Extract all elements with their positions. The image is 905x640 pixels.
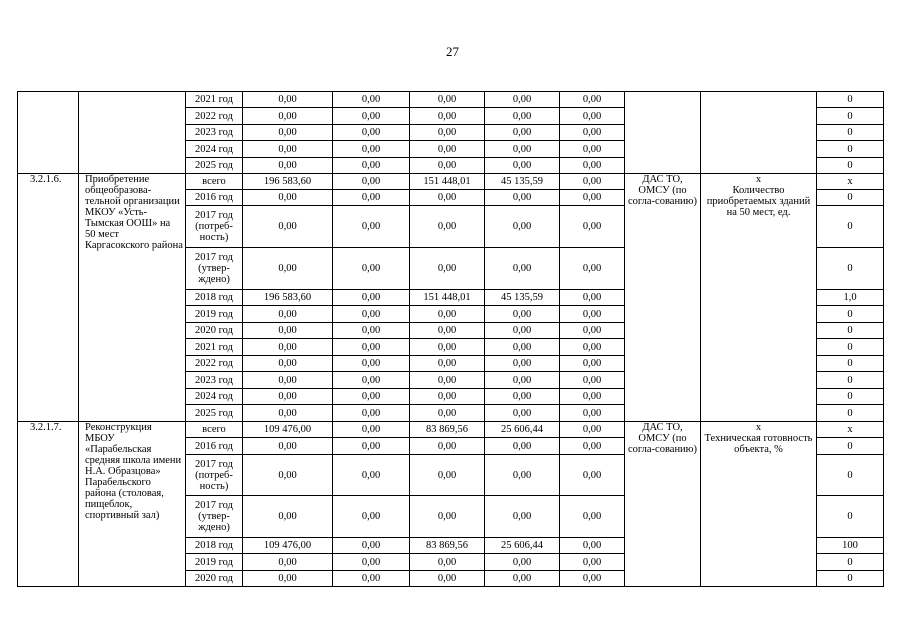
table-row <box>18 422 884 438</box>
amount-cell: 0,00 <box>333 356 410 372</box>
amount-cell: 0,00 <box>485 141 560 158</box>
amount-cell: 0,00 <box>243 356 333 372</box>
amount-cell: 109 476,00 <box>243 538 333 554</box>
amount-cell: 0,00 <box>333 405 410 422</box>
amount-cell: 0,00 <box>560 372 625 389</box>
amount-cell: 0,00 <box>410 306 485 323</box>
amount-cell: 0,00 <box>560 405 625 422</box>
amount-cell: 0,00 <box>485 372 560 389</box>
amount-cell: 0,00 <box>243 554 333 571</box>
amount-cell: 0,00 <box>333 248 410 290</box>
table-row <box>18 92 884 108</box>
amount-cell: 0,00 <box>485 323 560 339</box>
amount-cell: 0,00 <box>485 496 560 538</box>
amount-cell: 0,00 <box>410 438 485 455</box>
amount-cell: 25 606,44 <box>485 538 560 554</box>
indicator-cell <box>701 174 817 422</box>
amount-cell: 151 448,01 <box>410 174 485 190</box>
amount-cell: 45 135,59 <box>485 290 560 306</box>
executor-cell: ДАС ТО, ОМСУ (по согла-сованию) <box>625 174 701 422</box>
amount-cell: 0,00 <box>560 323 625 339</box>
amount-cell: 0,00 <box>243 496 333 538</box>
amount-cell: 0,00 <box>410 323 485 339</box>
amount-cell: 0,00 <box>410 571 485 587</box>
period-cell: 2020 год <box>186 323 243 339</box>
period-cell: 2022 год <box>186 108 243 125</box>
amount-cell: 0,00 <box>333 554 410 571</box>
amount-cell: 0,00 <box>333 372 410 389</box>
amount-cell: 0,00 <box>333 141 410 158</box>
amount-cell: 0,00 <box>410 372 485 389</box>
amount-cell: 0,00 <box>333 538 410 554</box>
indicator-year-value-cell: 0 <box>817 372 884 389</box>
amount-cell: 0,00 <box>560 108 625 125</box>
amount-cell: 0,00 <box>410 554 485 571</box>
amount-cell: 0,00 <box>560 571 625 587</box>
indicator-year-value-cell: 0 <box>817 496 884 538</box>
amount-cell: 0,00 <box>243 455 333 496</box>
amount-cell: 83 869,56 <box>410 422 485 438</box>
indicator-name: Количество приобретаемых зданий на 50 мест, ед. <box>706 185 811 218</box>
amount-cell: 0,00 <box>333 174 410 190</box>
amount-cell: 0,00 <box>333 206 410 248</box>
amount-cell: 0,00 <box>485 108 560 125</box>
amount-cell: 0,00 <box>560 125 625 141</box>
period-cell: 2018 год <box>186 290 243 306</box>
indicator-value: х <box>755 422 762 433</box>
amount-cell: 45 135,59 <box>485 174 560 190</box>
page-number: 27 <box>446 44 459 59</box>
amount-cell: 83 869,56 <box>410 538 485 554</box>
amount-cell: 0,00 <box>485 571 560 587</box>
amount-cell: 0,00 <box>485 92 560 108</box>
amount-cell: 0,00 <box>560 158 625 174</box>
amount-cell: 196 583,60 <box>243 174 333 190</box>
period-cell: 2024 год <box>186 141 243 158</box>
amount-cell: 0,00 <box>485 389 560 405</box>
amount-cell: 0,00 <box>410 389 485 405</box>
amount-cell: 0,00 <box>333 389 410 405</box>
amount-cell: 0,00 <box>243 438 333 455</box>
amount-cell: 0,00 <box>410 158 485 174</box>
indicator-year-value-cell: 0 <box>817 554 884 571</box>
indicator-year-value-cell: 0 <box>817 206 884 248</box>
amount-cell: 0,00 <box>333 108 410 125</box>
indicator-year-value-cell: 0 <box>817 405 884 422</box>
amount-cell: 0,00 <box>410 206 485 248</box>
amount-cell: 0,00 <box>560 422 625 438</box>
amount-cell: 0,00 <box>333 125 410 141</box>
amount-cell: 0,00 <box>560 190 625 206</box>
amount-cell: 0,00 <box>243 571 333 587</box>
indicator-year-value-cell: 0 <box>817 339 884 356</box>
amount-cell: 109 476,00 <box>243 422 333 438</box>
amount-cell: 0,00 <box>485 405 560 422</box>
indicator-year-value-cell: 0 <box>817 248 884 290</box>
amount-cell: 0,00 <box>410 92 485 108</box>
amount-cell: 0,00 <box>410 141 485 158</box>
amount-cell: 0,00 <box>243 323 333 339</box>
executor-cell <box>625 92 701 174</box>
indicator-year-value-cell: х <box>817 422 884 438</box>
amount-cell: 0,00 <box>243 372 333 389</box>
amount-cell: 0,00 <box>560 174 625 190</box>
amount-cell: 0,00 <box>333 306 410 323</box>
period-cell: 2019 год <box>186 554 243 571</box>
period-cell: 2020 год <box>186 571 243 587</box>
period-cell: 2017 год (потреб-ность) <box>186 455 243 496</box>
indicator-year-value-cell: 0 <box>817 92 884 108</box>
period-cell: 2016 год <box>186 190 243 206</box>
period-cell: всего <box>186 422 243 438</box>
amount-cell: 0,00 <box>410 248 485 290</box>
period-cell: 2025 год <box>186 158 243 174</box>
amount-cell: 0,00 <box>410 405 485 422</box>
amount-cell: 0,00 <box>560 438 625 455</box>
period-cell: 2021 год <box>186 92 243 108</box>
amount-cell: 0,00 <box>243 108 333 125</box>
amount-cell: 0,00 <box>485 554 560 571</box>
period-cell: 2016 год <box>186 438 243 455</box>
measure-number-cell: 3.2.1.7. <box>18 422 79 587</box>
indicator-year-value-cell: 0 <box>817 306 884 323</box>
amount-cell: 0,00 <box>333 323 410 339</box>
measure-name-cell: Реконструкция МБОУ «Парабельская средняя школа имени Н.А. Образцова» Парабельского района (столовая, пищеблок, спортивный зал) <box>79 422 186 587</box>
amount-cell: 0,00 <box>560 290 625 306</box>
amount-cell: 0,00 <box>410 190 485 206</box>
amount-cell: 0,00 <box>485 306 560 323</box>
measure-number-cell: 3.2.1.6. <box>18 174 79 422</box>
amount-cell: 0,00 <box>560 538 625 554</box>
indicator-year-value-cell: 0 <box>817 141 884 158</box>
indicator-year-value-cell: 100 <box>817 538 884 554</box>
amount-cell: 0,00 <box>333 438 410 455</box>
indicator-value: х <box>755 174 762 185</box>
amount-cell: 0,00 <box>410 339 485 356</box>
indicator-year-value-cell: 0 <box>817 190 884 206</box>
indicator-year-value-cell: 0 <box>817 356 884 372</box>
amount-cell: 0,00 <box>333 571 410 587</box>
amount-cell: 0,00 <box>243 206 333 248</box>
amount-cell: 0,00 <box>243 306 333 323</box>
amount-cell: 0,00 <box>485 158 560 174</box>
amount-cell: 151 448,01 <box>410 290 485 306</box>
indicator-year-value-cell: х <box>817 174 884 190</box>
indicator-name: Техническая готовность объекта, % <box>704 433 813 455</box>
amount-cell: 0,00 <box>485 356 560 372</box>
amount-cell: 0,00 <box>485 190 560 206</box>
table-body <box>18 92 884 587</box>
table-row <box>18 174 884 190</box>
indicator-year-value-cell: 0 <box>817 323 884 339</box>
amount-cell: 0,00 <box>333 455 410 496</box>
amount-cell: 0,00 <box>410 455 485 496</box>
amount-cell: 0,00 <box>560 339 625 356</box>
indicator-year-value-cell: 1,0 <box>817 290 884 306</box>
period-cell: 2023 год <box>186 372 243 389</box>
amount-cell: 0,00 <box>243 125 333 141</box>
program-table <box>17 91 884 587</box>
indicator-year-value-cell: 0 <box>817 455 884 496</box>
amount-cell: 0,00 <box>243 158 333 174</box>
amount-cell: 0,00 <box>485 339 560 356</box>
amount-cell: 0,00 <box>333 422 410 438</box>
amount-cell: 0,00 <box>333 158 410 174</box>
period-cell: 2019 год <box>186 306 243 323</box>
amount-cell: 0,00 <box>333 190 410 206</box>
period-cell: 2017 год (потреб-ность) <box>186 206 243 248</box>
amount-cell: 0,00 <box>243 248 333 290</box>
amount-cell: 0,00 <box>485 455 560 496</box>
indicator-year-value-cell: 0 <box>817 389 884 405</box>
period-cell: 2021 год <box>186 339 243 356</box>
amount-cell: 0,00 <box>560 455 625 496</box>
amount-cell: 0,00 <box>333 290 410 306</box>
amount-cell: 25 606,44 <box>485 422 560 438</box>
amount-cell: 0,00 <box>243 141 333 158</box>
amount-cell: 0,00 <box>485 438 560 455</box>
executor-cell: ДАС ТО, ОМСУ (по согла-сованию) <box>625 422 701 587</box>
amount-cell: 0,00 <box>560 554 625 571</box>
period-cell: всего <box>186 174 243 190</box>
amount-cell: 0,00 <box>410 496 485 538</box>
period-cell: 2023 год <box>186 125 243 141</box>
amount-cell: 0,00 <box>560 141 625 158</box>
amount-cell: 0,00 <box>333 496 410 538</box>
indicator-year-value-cell: 0 <box>817 438 884 455</box>
amount-cell: 0,00 <box>560 206 625 248</box>
amount-cell: 0,00 <box>485 125 560 141</box>
amount-cell: 0,00 <box>560 92 625 108</box>
indicator-year-value-cell: 0 <box>817 125 884 141</box>
amount-cell: 0,00 <box>410 108 485 125</box>
period-cell: 2017 год (утвер-ждено) <box>186 496 243 538</box>
period-cell: 2018 год <box>186 538 243 554</box>
amount-cell: 0,00 <box>485 206 560 248</box>
indicator-cell <box>701 422 817 587</box>
amount-cell: 0,00 <box>560 496 625 538</box>
amount-cell: 0,00 <box>410 356 485 372</box>
measure-number-cell <box>18 92 79 174</box>
amount-cell: 0,00 <box>243 389 333 405</box>
amount-cell: 0,00 <box>560 306 625 323</box>
amount-cell: 0,00 <box>243 190 333 206</box>
amount-cell: 0,00 <box>410 125 485 141</box>
amount-cell: 0,00 <box>243 339 333 356</box>
period-cell: 2025 год <box>186 405 243 422</box>
amount-cell: 0,00 <box>333 339 410 356</box>
period-cell: 2017 год (утвер-ждено) <box>186 248 243 290</box>
measure-name-cell <box>79 92 186 174</box>
amount-cell: 196 583,60 <box>243 290 333 306</box>
amount-cell: 0,00 <box>560 389 625 405</box>
amount-cell: 0,00 <box>243 405 333 422</box>
amount-cell: 0,00 <box>243 92 333 108</box>
amount-cell: 0,00 <box>333 92 410 108</box>
amount-cell: 0,00 <box>485 248 560 290</box>
period-cell: 2022 год <box>186 356 243 372</box>
amount-cell: 0,00 <box>560 356 625 372</box>
indicator-year-value-cell: 0 <box>817 571 884 587</box>
measure-name-cell: Приобретение общеобразова-тельной организации МКОУ «Усть-Тымская ООШ» на 50 мест Каргасокского района <box>79 174 186 422</box>
indicator-year-value-cell: 0 <box>817 108 884 125</box>
indicator-year-value-cell: 0 <box>817 158 884 174</box>
indicator-cell <box>701 92 817 174</box>
period-cell: 2024 год <box>186 389 243 405</box>
amount-cell: 0,00 <box>560 248 625 290</box>
